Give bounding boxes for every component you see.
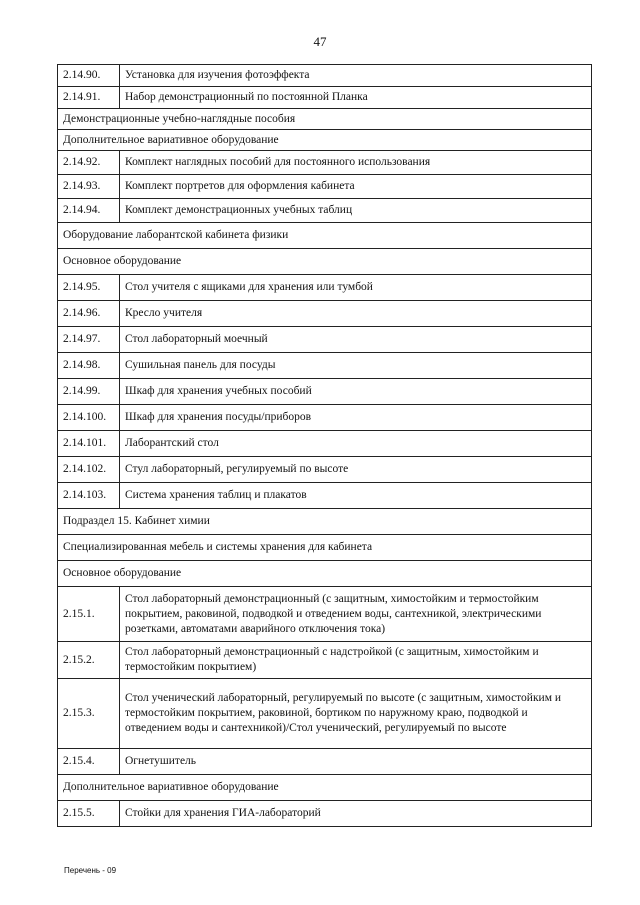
item-description: Набор демонстрационный по постоянной Планка (120, 87, 592, 109)
item-description: Сушильная панель для посуды (120, 353, 592, 379)
section-heading: Демонстрационные учебно-наглядные пособия (58, 109, 592, 130)
section-row (58, 561, 592, 587)
item-description: Стол лабораторный моечный (120, 327, 592, 353)
table-row (58, 587, 592, 642)
item-description: Шкаф для хранения учебных пособий (120, 379, 592, 405)
table-row (58, 801, 592, 827)
table-row (58, 379, 592, 405)
table-body (58, 65, 592, 827)
item-description: Стол учителя с ящиками для хранения или тумбой (120, 275, 592, 301)
item-number: 2.14.92. (58, 151, 120, 175)
item-number: 2.15.2. (58, 642, 120, 679)
item-description: Система хранения таблиц и плакатов (120, 483, 592, 509)
table-row (58, 405, 592, 431)
table-row (58, 431, 592, 457)
item-description: Стол лабораторный демонстрационный с надстройкой (с защитным, химостойким и термостойким покрытием) (120, 642, 592, 679)
item-number: 2.14.93. (58, 175, 120, 199)
item-number: 2.14.100. (58, 405, 120, 431)
item-number: 2.14.103. (58, 483, 120, 509)
table-row (58, 301, 592, 327)
section-row (58, 509, 592, 535)
table-row (58, 65, 592, 87)
section-heading: Основное оборудование (58, 249, 592, 275)
item-description: Стол ученический лабораторный, регулируемый по высоте (с защитным, химостойким и термостойким покрытием, раковиной, бортиком по наружному краю, подводкой и отведением воды и сантехникой)/Стол ученический, регулируемый по высоте (120, 679, 592, 749)
item-number: 2.14.97. (58, 327, 120, 353)
item-description: Установка для изучения фотоэффекта (120, 65, 592, 87)
section-row (58, 535, 592, 561)
item-number: 2.14.98. (58, 353, 120, 379)
item-description: Стол лабораторный демонстрационный (с защитным, химостойким и термостойким покрытием, раковиной, подводкой и отведением воды, сантехникой, электрическими розетками, автоматами аварийного отключения тока) (120, 587, 592, 642)
table-row (58, 749, 592, 775)
section-heading: Дополнительное вариативное оборудование (58, 130, 592, 151)
section-row (58, 223, 592, 249)
section-heading: Специализированная мебель и системы хранения для кабинета (58, 535, 592, 561)
table-row (58, 199, 592, 223)
item-number: 2.15.3. (58, 679, 120, 749)
item-description: Шкаф для хранения посуды/приборов (120, 405, 592, 431)
section-row (58, 775, 592, 801)
item-description: Кресло учителя (120, 301, 592, 327)
item-description: Лаборантский стол (120, 431, 592, 457)
page-number: 47 (313, 34, 327, 49)
table-row (58, 175, 592, 199)
table-row (58, 483, 592, 509)
item-number: 2.14.91. (58, 87, 120, 109)
section-row (58, 109, 592, 130)
item-number: 2.14.90. (58, 65, 120, 87)
table-row (58, 679, 592, 749)
item-description: Стул лабораторный, регулируемый по высоте (120, 457, 592, 483)
item-description: Огнетушитель (120, 749, 592, 775)
item-number: 2.14.94. (58, 199, 120, 223)
item-number: 2.14.96. (58, 301, 120, 327)
item-number: 2.14.101. (58, 431, 120, 457)
item-description: Комплект наглядных пособий для постоянного использования (120, 151, 592, 175)
section-heading: Дополнительное вариативное оборудование (58, 775, 592, 801)
section-row (58, 249, 592, 275)
section-heading: Оборудование лаборантской кабинета физики (58, 223, 592, 249)
section-heading: Подраздел 15. Кабинет химии (58, 509, 592, 535)
item-number: 2.15.1. (58, 587, 120, 642)
item-description: Стойки для хранения ГИА-лабораторий (120, 801, 592, 827)
table-row (58, 353, 592, 379)
item-description: Комплект демонстрационных учебных таблиц (120, 199, 592, 223)
section-row (58, 130, 592, 151)
table-row (58, 87, 592, 109)
footer-label: Перечень - 09 (64, 866, 117, 875)
item-description: Комплект портретов для оформления кабинета (120, 175, 592, 199)
table-row (58, 642, 592, 679)
equipment-table (57, 64, 592, 827)
table-row (58, 275, 592, 301)
item-number: 2.14.95. (58, 275, 120, 301)
item-number: 2.14.102. (58, 457, 120, 483)
table-row (58, 457, 592, 483)
item-number: 2.15.4. (58, 749, 120, 775)
section-heading: Основное оборудование (58, 561, 592, 587)
item-number: 2.15.5. (58, 801, 120, 827)
table-row (58, 327, 592, 353)
item-number: 2.14.99. (58, 379, 120, 405)
table-row (58, 151, 592, 175)
